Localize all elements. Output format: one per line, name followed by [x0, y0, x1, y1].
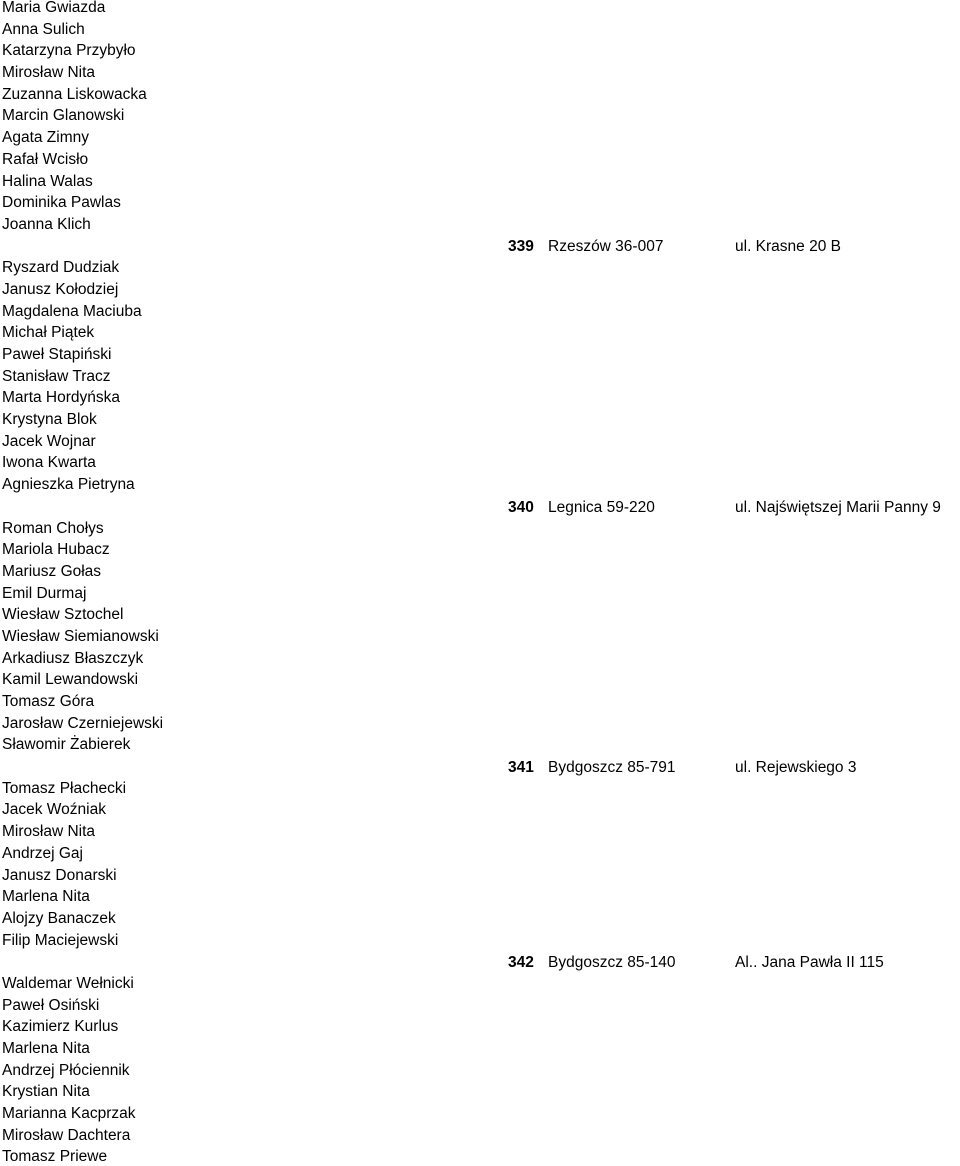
person-name: Janusz Donarski	[2, 866, 117, 884]
person-name: Arkadiusz Błaszczyk	[2, 649, 144, 667]
person-name: Tomasz Góra	[2, 693, 95, 710]
entry-address: Al.. Jana Pawła II 115	[735, 954, 884, 971]
person-name: Magdalena Maciuba	[2, 302, 142, 320]
entry-city: Rzeszów 36-007	[548, 238, 664, 255]
person-name: Marta Hordyńska	[2, 389, 121, 407]
person-name: Alojzy Banaczek	[2, 909, 116, 927]
person-name: Mirosław Nita	[2, 64, 96, 82]
entry-address: ul. Najświętszej Marii Panny 9	[735, 499, 941, 516]
person-name: Tomasz Priewe	[2, 1148, 108, 1166]
entry-number: 341	[508, 759, 534, 776]
entry-number: 342	[508, 954, 534, 971]
entry-city: Bydgoszcz 85-140	[548, 954, 676, 971]
entry-number: 339	[508, 238, 534, 255]
person-name: Stanisław Tracz	[2, 367, 111, 385]
entry-address: ul. Krasne 20 B	[735, 238, 841, 255]
person-name: Zuzanna Liskowacka	[2, 85, 147, 103]
entry-city: Bydgoszcz 85-791	[548, 759, 676, 776]
entry-city: Legnica 59-220	[548, 499, 655, 516]
person-name: Dominika Pawlas	[2, 194, 121, 212]
person-name: Joanna Klich	[2, 215, 91, 233]
name-group-342	[2, 778, 462, 952]
person-name: Mariusz Gołas	[2, 562, 102, 580]
person-name: Anna Sulich	[2, 20, 85, 38]
entry-number: 340	[508, 499, 534, 516]
person-name: Tomasz Płachecki	[2, 779, 127, 797]
person-name: Kamil Lewandowski	[2, 671, 139, 689]
person-name: Mirosław Nita	[2, 823, 96, 841]
person-name: Rafał Wcisło	[2, 150, 89, 168]
person-name: Marianna Kacprzak	[2, 1105, 136, 1123]
person-name: Halina Walas	[2, 172, 93, 190]
person-name: Marlena Nita	[2, 1040, 90, 1057]
person-name: Jarosław Czerniejewski	[2, 714, 164, 732]
person-name: Maria Gwiazda	[2, 0, 106, 16]
person-name: Agata Zimny	[2, 129, 90, 147]
name-group-340	[2, 257, 462, 496]
person-name: Mariola Hubacz	[2, 541, 110, 559]
person-name: Wiesław Sztochel	[2, 606, 124, 624]
person-name: Agnieszka Pietryna	[2, 476, 135, 494]
person-name: Marcin Glanowski	[2, 107, 125, 125]
name-group-339	[2, 0, 462, 236]
person-name: Emil Durmaj	[2, 584, 87, 602]
name-group-341	[2, 518, 462, 757]
person-name: Jacek Wojnar	[2, 432, 96, 450]
person-name: Wiesław Siemianowski	[2, 627, 159, 645]
person-name: Iwona Kwarta	[2, 454, 96, 472]
person-name: Paweł Osiński	[2, 996, 100, 1014]
person-name: Janusz Kołodziej	[2, 280, 119, 298]
name-group-next	[2, 973, 462, 1166]
person-name: Ryszard Dudziak	[2, 259, 120, 277]
person-name: Andrzej Gaj	[2, 844, 83, 862]
person-name: Krystian Nita	[2, 1083, 90, 1101]
person-name: Michał Piątek	[2, 324, 95, 342]
person-name: Katarzyna Przybyło	[2, 42, 136, 60]
person-name: Sławomir Żabierek	[2, 736, 131, 754]
person-name: Paweł Stapiński	[2, 346, 112, 363]
person-name: Waldemar Wełnicki	[2, 974, 134, 992]
person-name: Mirosław Dachtera	[2, 1126, 131, 1144]
person-name: Kazimierz Kurlus	[2, 1018, 119, 1036]
person-name: Marlena Nita	[2, 888, 90, 906]
person-name: Jacek Woźniak	[2, 801, 106, 819]
person-name: Andrzej Płóciennik	[2, 1061, 130, 1079]
names-column	[2, 0, 462, 1166]
entry-address: ul. Rejewskiego 3	[735, 759, 857, 776]
person-name: Filip Maciejewski	[2, 931, 119, 949]
person-name: Roman Chołys	[2, 519, 104, 537]
person-name: Krystyna Blok	[2, 411, 97, 429]
